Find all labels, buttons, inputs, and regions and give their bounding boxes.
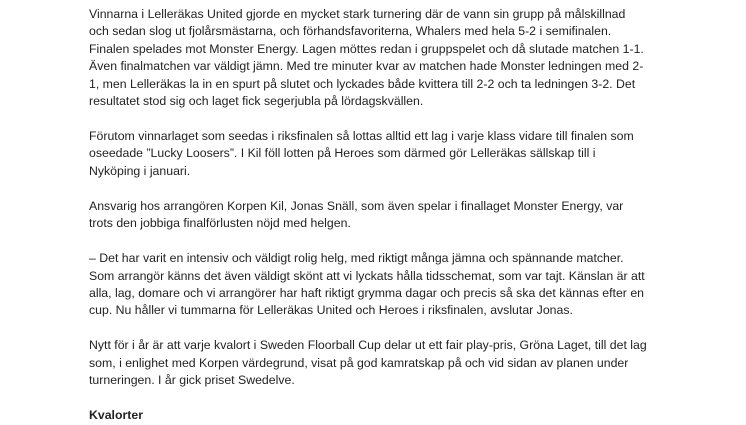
paragraph-lucky-loosers: Förutom vinnarlaget som seedas i riksfinalen så lottas alltid ett lag i varje klass vidare till finalen som oseedade ”Lucky Loosers”. I Kil föll lotten på Heroes som därmed gör Lelleräkas sällskap till i Nyköping i januari. — [89, 129, 634, 178]
paragraph-organizer: Ansvarig hos arrangören Korpen Kil, Jonas Snäll, som även spelar i finallaget Monster Energy, var trots den jobbiga finalförlusten nöjd med helgen. — [89, 198, 624, 231]
section-heading: Kvalorter — [89, 408, 143, 423]
paragraph-final-report: Vinnarna i Lelleräkas United gjorde en mycket stark turnering där de vann sin grupp på målskillnad och sedan slog ut fjolårsmästarna, och förhandsfavoriterna, Whalers med hela 5-2 i semifinalen. Finalen spelades mot Monster Energy. Lagen möttes redan i gruppspelet och då slutade matchen 1-1. Även finalmatchen var väldigt jämn. Med tre minuter kvar av matchen hade Monster ledningen med 2- 1, men Lelleräkas la in en spurt på slutet och lyckades både kvittera till 2-2 och ta ledningen 3-2. Det resultatet stod sig och laget fick segerjubla på lördagskvällen. — [89, 7, 644, 109]
document-body — [89, 6, 729, 425]
paragraph-quote: – Det har varit en intensiv och väldigt rolig helg, med riktigt många jämna och spännande matcher. Som arrangör känns det även väldigt skönt att vi lyckats hålla tidsschemat, som var tajt. Känslan är att alla, lag, domare och vi arrangörer har haft riktigt grymma dagar och precis så ska det kännas efter en cup. Nu håller vi tummarna för Lelleräkas United och Heroes i riksfinalen, avslutar Jonas. — [89, 251, 645, 318]
paragraph-fair-play: Nytt för i år är att varje kvalort i Sweden Floorball Cup delar ut ett fair play-pris, Gröna Laget, till det lag som, i enlighet med Korpen värdegrund, visat på god kamratskap på och vid sidan av planen under turneringen. I år gick priset Swedelve. — [89, 338, 647, 388]
